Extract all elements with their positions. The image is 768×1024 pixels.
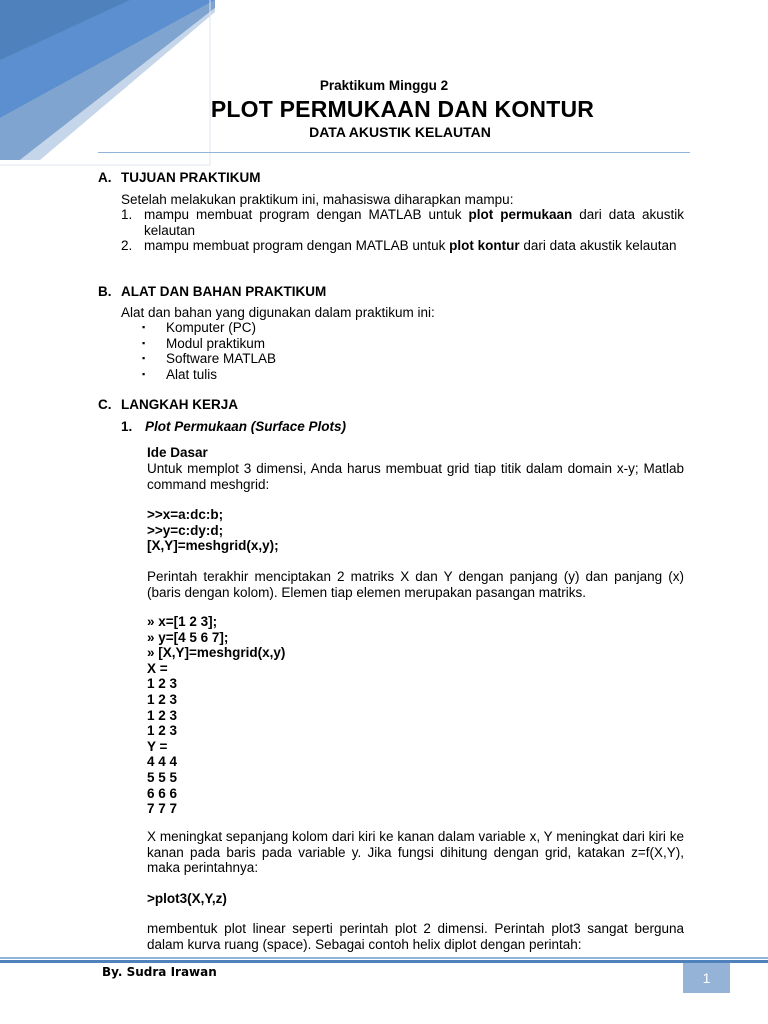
list-item: ▪ Komputer (PC) xyxy=(142,320,257,335)
page-title: PLOT PERMUKAAN DAN KONTUR xyxy=(210,96,595,122)
bullet-icon: ▪ xyxy=(142,353,146,364)
section-c-title: LANGKAH KERJA xyxy=(121,397,239,412)
item-number: 2. xyxy=(121,238,133,254)
page-number: 1 xyxy=(683,963,730,993)
section-a-heading xyxy=(98,170,261,185)
subsection-number: 1. xyxy=(121,419,133,434)
code-block-3: >plot3(X,Y,z) xyxy=(147,891,227,906)
section-b-letter: B. xyxy=(98,284,112,299)
section-b-heading xyxy=(98,284,326,299)
section-a-intro: Setelah melakukan praktikum ini, mahasiswa diharapkan mampu: xyxy=(121,192,514,207)
list-item xyxy=(121,238,684,254)
item-text: mampu membuat program dengan MATLAB untuk plot permukaan dari data akustik kelautan xyxy=(144,207,684,238)
subsection-title: Plot Permukaan (Surface Plots) xyxy=(145,419,347,434)
footer-author: By. Sudra Irawan xyxy=(102,965,217,979)
footer-divider xyxy=(0,957,768,959)
objectives-list xyxy=(121,207,684,254)
paragraph-2: Perintah terakhir menciptakan 2 matriks X dan Y dengan panjang (y) dan panjang (x) (baris dengan kolom). Elemen tiap elemen merupakan pasangan matriks. xyxy=(147,569,684,600)
item-number: 1. xyxy=(121,207,133,222)
practicum-week: Praktikum Minggu 2 xyxy=(319,78,449,93)
code-block-1: >>x=a:dc:b; >>y=c:dy:d; [X,Y]=meshgrid(x,y); xyxy=(147,507,279,554)
list-item: ▪ Modul praktikum xyxy=(142,335,266,351)
section-c-letter: C. xyxy=(98,397,112,412)
paragraph-4: membentuk plot linear seperti perintah plot 2 dimensi. Perintah plot3 sangat berguna dalam kurva ruang (space). Sebagai contoh helix diplot dengan perintah: xyxy=(147,921,684,952)
header-divider xyxy=(98,152,690,153)
bullet-icon: ▪ xyxy=(142,368,146,379)
section-b-intro: Alat dan bahan yang digunakan dalam praktikum ini: xyxy=(121,305,435,320)
bullet-icon: ▪ xyxy=(142,322,146,332)
ide-dasar-heading: Ide Dasar xyxy=(147,445,208,460)
item-text: mampu membuat program dengan MATLAB untuk plot kontur dari data akustik kelautan xyxy=(144,238,677,254)
list-item xyxy=(121,207,684,238)
section-b-title: ALAT DAN BAHAN PRAKTIKUM xyxy=(121,284,327,299)
list-item: ▪ Alat tulis xyxy=(142,366,218,382)
code-block-2: » x=[1 2 3]; » y=[4 5 6 7]; » [X,Y]=meshgrid(x,y) X = 1 2 3 1 2 3 1 2 3 1 2 3 Y = 4 4 4 5 5 5 6 6 6 7 7 7 xyxy=(147,614,286,817)
paragraph-3: X meningkat sepanjang kolom dari kiri ke kanan dalam variable x, Y meningkat dari kiri ke kanan pada baris pada variable y. Jika fungsi dihitung dengan grid, katakan z=f(X,Y), maka perintahnya: xyxy=(147,829,684,876)
section-c-heading xyxy=(98,397,238,412)
page-subtitle: DATA AKUSTIK KELAUTAN xyxy=(309,124,491,140)
list-item: ▪ Software MATLAB xyxy=(142,351,277,367)
paragraph-1: Untuk memplot 3 dimensi, Anda harus membuat grid tiap titik dalam domain x-y; Matlab command meshgrid: xyxy=(147,461,684,492)
section-a-title: TUJUAN PRAKTIKUM xyxy=(121,170,261,185)
bullet-icon: ▪ xyxy=(142,337,146,348)
footer-divider-thick xyxy=(0,960,768,963)
section-a-letter: A. xyxy=(98,170,112,185)
materials-list xyxy=(142,320,276,382)
subsection-heading xyxy=(121,419,346,435)
